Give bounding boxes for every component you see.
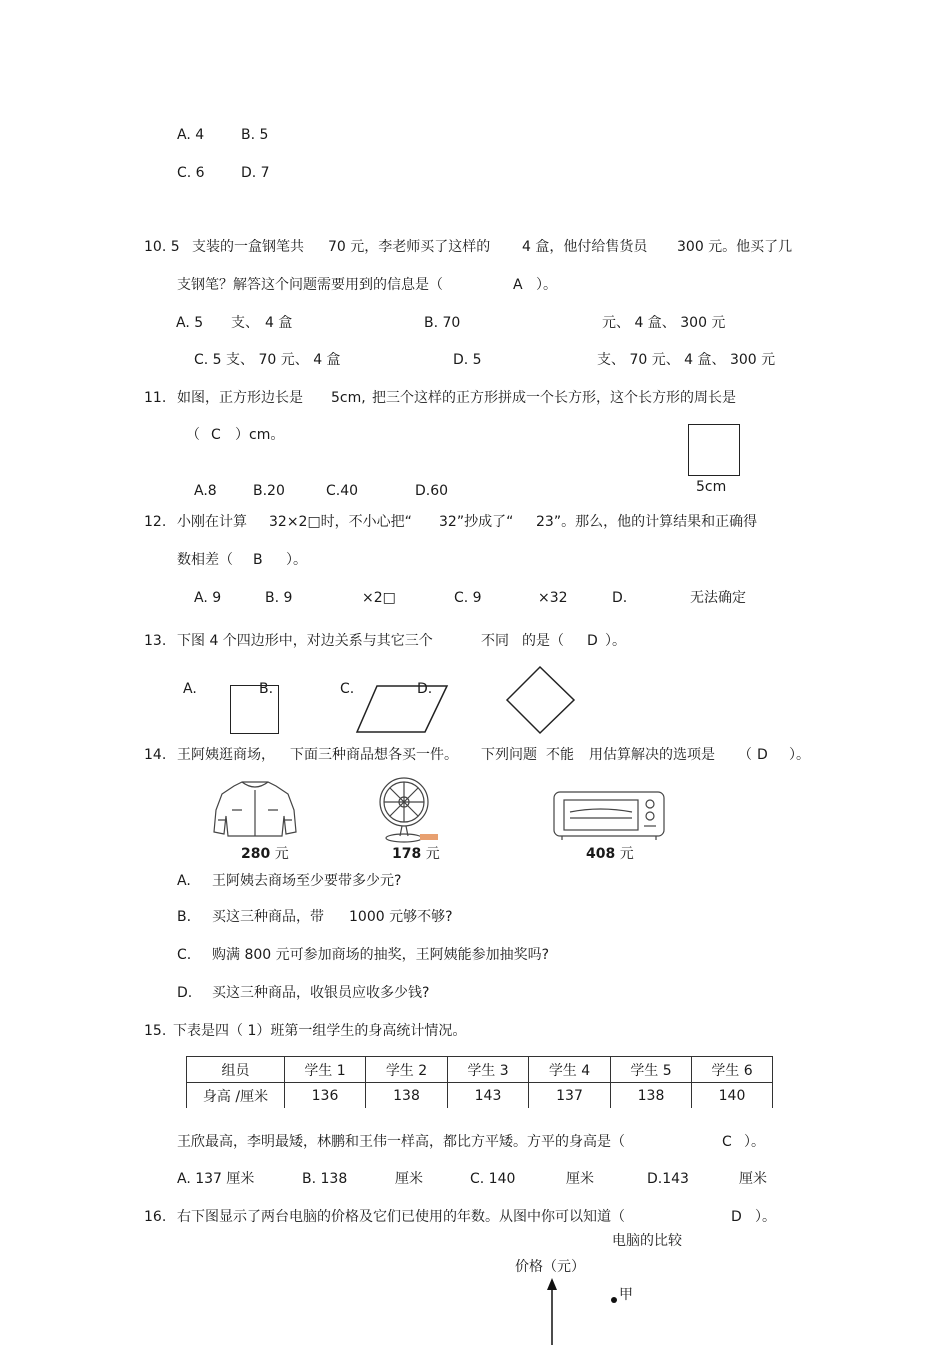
- q14-text: 不能: [546, 747, 574, 763]
- q10-option-d: D. 5: [453, 352, 482, 368]
- shape-label-b: B.: [259, 681, 274, 697]
- q14-option-a-label: A.: [177, 873, 191, 889]
- price-fan: 178 元: [392, 846, 440, 862]
- q11-number: 11.: [144, 390, 167, 406]
- q16-text: 右下图显示了两台电脑的价格及它们已使用的年数。从图中你可以知道（: [177, 1209, 625, 1225]
- table-header-cell: 学生 5: [611, 1057, 692, 1083]
- q11-text: 如图，正方形边长是: [177, 390, 303, 406]
- q13-answer: D: [587, 633, 598, 649]
- table-cell: 138: [366, 1083, 448, 1109]
- q14-text: 王阿姨逛商场，: [177, 747, 275, 763]
- q10-answer: A: [513, 277, 523, 293]
- q10-option-a: 4 盒: [265, 315, 293, 331]
- chart-data-point: [611, 1297, 617, 1303]
- q14-option-d-label: D.: [177, 985, 193, 1001]
- square-side-label: 5cm: [696, 479, 727, 495]
- q10-option-b: 元、 4 盒、 300 元: [602, 315, 726, 331]
- q10-option-b: B. 70: [424, 315, 461, 331]
- q13-text: 不同: [481, 633, 509, 649]
- q14-number: 14.: [144, 747, 167, 763]
- q15-option-b: 厘米: [395, 1171, 423, 1187]
- table-cell: 140: [692, 1083, 773, 1109]
- q14-option-c-label: C.: [177, 947, 192, 963]
- q12-text: 32”抄成了“: [439, 514, 514, 530]
- shape-label-a: A.: [183, 681, 197, 697]
- q10-option-a: 支、: [231, 315, 259, 331]
- q15-number: 15.: [144, 1023, 167, 1039]
- table-header-row: [187, 1057, 773, 1083]
- q11-text: 把三个这样的正方形拼成一个长方形，这个长方形的周长是: [372, 390, 736, 406]
- table-cell: 137: [529, 1083, 611, 1109]
- q15-text: 王欣最高，李明最矮，林鹏和王伟一样高，都比方平矮。方平的身高是（: [177, 1134, 625, 1150]
- q10-number: 10. 5: [144, 239, 180, 255]
- q15-option-d: D.143: [647, 1171, 689, 1187]
- q13-text: 的是（: [522, 633, 564, 649]
- q14-answer: D: [757, 747, 768, 763]
- q10-text: 支钢笔？解答这个问题需要用到的信息是（: [177, 277, 443, 293]
- q15-option-a: A. 137 厘米: [177, 1171, 255, 1187]
- table-header-cell: 组员: [187, 1057, 285, 1083]
- q15-answer: C: [722, 1134, 732, 1150]
- fan-tag: [420, 834, 438, 840]
- q11-text: 5cm,: [331, 390, 366, 406]
- q11-option-b: B.20: [253, 483, 285, 499]
- q15-option-c: 厘米: [566, 1171, 594, 1187]
- q12-number: 12.: [144, 514, 167, 530]
- table-cell: 136: [285, 1083, 366, 1109]
- q14-text: 下面三种商品想各买一件。: [290, 747, 458, 763]
- q12-option-a: A. 9: [194, 590, 222, 606]
- q10-text: 支装的一盒钢笔共: [192, 239, 304, 255]
- q16-number: 16.: [144, 1209, 167, 1225]
- q12-option-b: ×2□: [362, 590, 396, 606]
- q13-text: 下图 4 个四边形中，对边关系与其它三个: [177, 633, 433, 649]
- table-cell: 143: [448, 1083, 529, 1109]
- q14-option-b: 买这三种商品，带: [212, 909, 324, 925]
- q14-option-b: 1000 元够不够?: [349, 909, 453, 925]
- q14-option-b-label: B.: [177, 909, 192, 925]
- q12-text: 数相差（: [177, 552, 233, 568]
- square-shape: [230, 685, 279, 734]
- q14-text: 用估算解决的选项是: [589, 747, 715, 763]
- table-header-cell: 学生 3: [448, 1057, 529, 1083]
- q14-option-c: 购满 800 元可参加商场的抽奖，王阿姨能参加抽奖吗?: [212, 947, 550, 963]
- q11-text: ）cm。: [235, 427, 285, 443]
- q10-text: ）。: [536, 277, 557, 293]
- table-row: [187, 1083, 773, 1109]
- table-header-cell: 学生 1: [285, 1057, 366, 1083]
- q14-option-a: 王阿姨去商场至少要带多少元?: [212, 873, 402, 889]
- q10-text: 300 元。他买了几: [677, 239, 793, 255]
- q11-option-d: D.60: [415, 483, 449, 499]
- height-table: [186, 1056, 773, 1108]
- q11-answer: C: [211, 427, 221, 443]
- q10-option-d: 支、 70 元、 4 盒、 300 元: [597, 352, 776, 368]
- q14-option-d: 买这三种商品，收银员应收多少钱?: [212, 985, 430, 1001]
- square-figure: [688, 424, 740, 476]
- price-jacket: 280 元: [241, 846, 289, 862]
- chart-title: 电脑的比较: [612, 1233, 682, 1249]
- q9-option-c: C. 6: [177, 165, 205, 181]
- shape-label-d: D.: [417, 681, 433, 697]
- q10-text: 70 元，李老师买了这样的: [328, 239, 491, 255]
- q15-text: ）。: [744, 1134, 765, 1150]
- q15-option-b: B. 138: [302, 1171, 348, 1187]
- q11-text: （: [186, 427, 200, 443]
- q11-option-c: C.40: [326, 483, 359, 499]
- q12-option-d: 无法确定: [690, 590, 746, 606]
- q12-answer: B: [253, 552, 263, 568]
- q12-option-c: ×32: [538, 590, 568, 606]
- q12-text: 23”。那么，他的计算结果和正确得: [536, 514, 758, 530]
- shape-label-c: C.: [340, 681, 355, 697]
- q15-option-d: 厘米: [739, 1171, 767, 1187]
- table-header-cell: 学生 6: [692, 1057, 773, 1083]
- q14-text: ）。: [789, 747, 810, 763]
- q10-option-a: A. 5: [176, 315, 204, 331]
- parallelogram-shape: [355, 684, 450, 734]
- oven-picture: [552, 790, 667, 842]
- table-header-cell: 学生 4: [529, 1057, 611, 1083]
- q13-number: 13.: [144, 633, 167, 649]
- chart-point-label: 甲: [619, 1287, 633, 1303]
- q15-option-c: C. 140: [470, 1171, 516, 1187]
- q12-text: 小刚在计算: [177, 514, 247, 530]
- table-cell: 138: [611, 1083, 692, 1109]
- price-oven: 408 元: [586, 846, 634, 862]
- q12-option-c: C. 9: [454, 590, 482, 606]
- table-cell: 身高 /厘米: [187, 1083, 285, 1109]
- q12-option-b: B. 9: [265, 590, 293, 606]
- q15-text: 下表是四（ 1）班第一组学生的身高统计情况。: [173, 1023, 467, 1039]
- q11-option-a: A.8: [194, 483, 217, 499]
- fan-picture: [370, 776, 442, 844]
- q10-option-c: C. 5 支、 70 元、 4 盒: [194, 352, 341, 368]
- q12-text: ）。: [286, 552, 307, 568]
- q14-text: （: [738, 747, 752, 763]
- table-header-cell: 学生 2: [366, 1057, 448, 1083]
- q12-option-d: D.: [612, 590, 628, 606]
- q16-text: ）。: [755, 1209, 776, 1225]
- rhombus-shape: [505, 665, 577, 735]
- q9-option-d: D. 7: [241, 165, 270, 181]
- q9-option-b: B. 5: [241, 127, 269, 143]
- q13-text: ）。: [605, 633, 626, 649]
- q10-text: 4 盒，他付给售货员: [522, 239, 648, 255]
- q16-answer: D: [731, 1209, 742, 1225]
- chart-y-axis: [540, 1278, 570, 1345]
- q14-text: 下列问题: [481, 747, 537, 763]
- q12-text: 32×2□时，不小心把“: [269, 514, 412, 530]
- q9-option-a: A. 4: [177, 127, 205, 143]
- jacket-picture: [212, 776, 298, 840]
- chart-y-axis-label: 价格（元）: [515, 1259, 585, 1275]
